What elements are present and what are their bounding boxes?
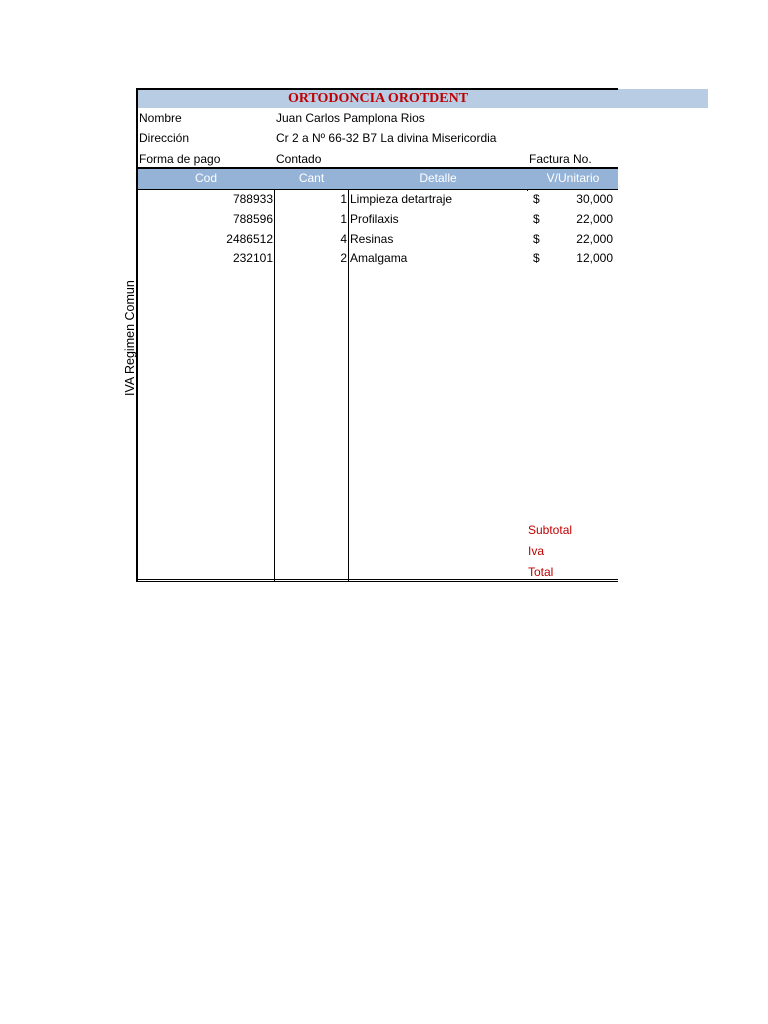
- subtotal-label: Subtotal: [528, 523, 573, 537]
- invoice-title: ORTODONCIA OROTDENT: [287, 91, 469, 106]
- row-valor: 12,000: [576, 251, 613, 265]
- row-detalle: Amalgama: [350, 251, 408, 265]
- col-divider-cant: [348, 169, 349, 581]
- row-cod: 788933: [232, 192, 273, 206]
- row-detalle: Resinas: [350, 232, 394, 246]
- row-cant: 1: [340, 192, 347, 206]
- invoice-number-label: Factura No.: [529, 152, 592, 166]
- row-currency: $: [533, 192, 540, 206]
- top-border: [137, 88, 618, 90]
- header-cant: Cant: [298, 171, 325, 185]
- row-detalle: Profilaxis: [350, 212, 399, 226]
- row-cant: 1: [340, 212, 347, 226]
- header-cod: Cod: [194, 171, 217, 185]
- row-valor: 22,000: [576, 232, 613, 246]
- header-bottom-border: [137, 189, 618, 190]
- iva-regimen-note: IVA Regimen Comun: [123, 280, 137, 396]
- row-cod: 232101: [232, 251, 273, 265]
- row-currency: $: [533, 212, 540, 226]
- address-label: Dirección: [139, 131, 190, 145]
- payment-label: Forma de pago: [139, 152, 221, 166]
- row-detalle: Limpieza detartraje: [350, 192, 453, 206]
- total-label: Total: [528, 565, 554, 579]
- col-divider-cod: [274, 169, 275, 581]
- bottom-border-2: [137, 581, 618, 582]
- row-valor: 22,000: [576, 212, 613, 226]
- row-cod: 2486512: [226, 232, 273, 246]
- name-value: Juan Carlos Pamplona Rios: [276, 111, 425, 125]
- name-label: Nombre: [139, 111, 182, 125]
- row-cant: 4: [340, 232, 347, 246]
- header-valor-unitario: V/Unitario: [546, 171, 600, 185]
- row-cod: 788596: [232, 212, 273, 226]
- row-cant: 2: [340, 251, 347, 265]
- row-currency: $: [533, 251, 540, 265]
- address-value: Cr 2 a Nº 66-32 B7 La divina Misericordia: [276, 131, 497, 145]
- header-detalle: Detalle: [419, 171, 457, 185]
- row-currency: $: [533, 232, 540, 246]
- payment-value: Contado: [276, 152, 322, 166]
- iva-label: Iva: [528, 544, 545, 558]
- row-valor: 30,000: [576, 192, 613, 206]
